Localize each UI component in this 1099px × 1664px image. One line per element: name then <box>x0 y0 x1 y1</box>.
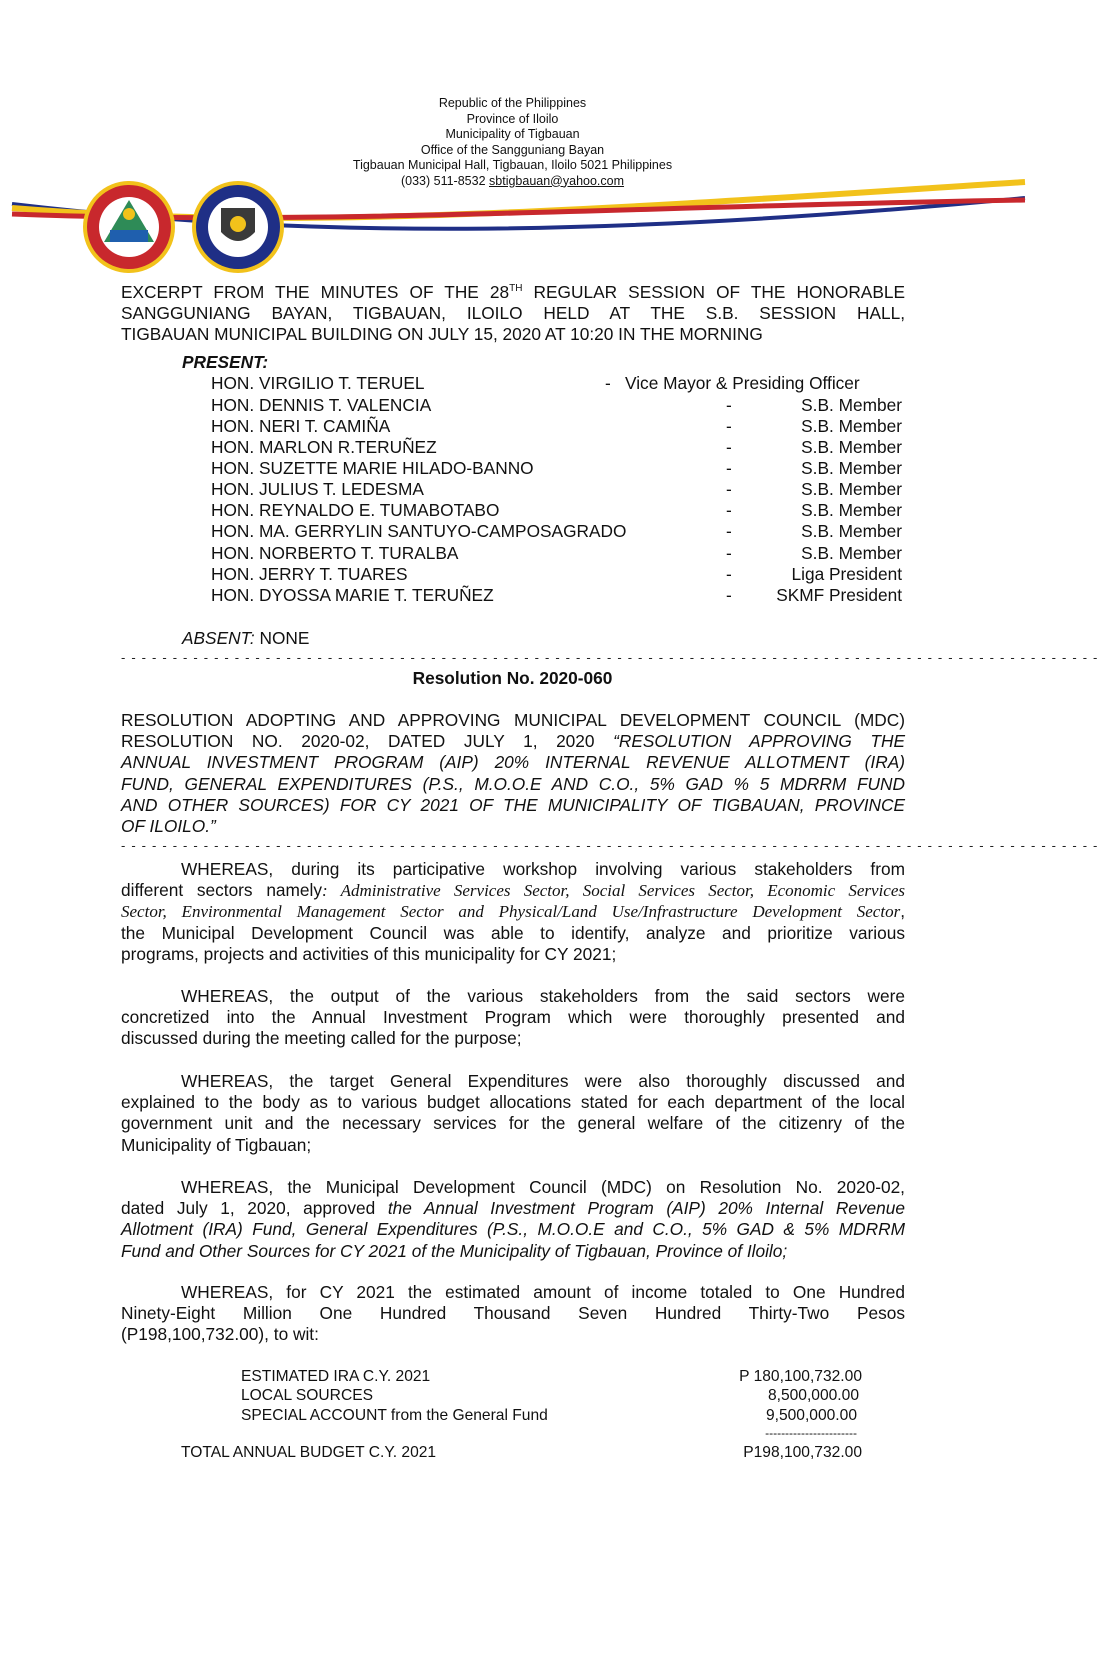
whereas-paragraph <box>121 1282 905 1346</box>
paragraph-line: explained to the body as to various budget allocations stated for each department of the local <box>121 1092 905 1113</box>
paragraph-line: (P198,100,732.00), to wit: <box>121 1324 319 1345</box>
separator-dash: - <box>726 395 732 415</box>
excerpt-heading <box>121 278 905 345</box>
section-divider: - - - - - - - - - - - - - - - - - - - - - - - - - - - - - - - - - - - - - - - - - - - - - - - - - - - - - - - - - - - - - - - - - - - - - - - - - - - - - - - - - - - - - - - - - - - - - - - <box>121 650 1099 665</box>
paragraph-line: WHEREAS, for CY 2021 the estimated amount of income totaled to One Hundred <box>181 1282 905 1302</box>
attendee-role: S.B. Member <box>801 437 902 457</box>
resolution-title <box>121 710 905 837</box>
section-divider: - - - - - - - - - - - - - - - - - - - - - - - - - - - - - - - - - - - - - - - - - - - - - - - - - - - - - - - - - - - - - - - - - - - - - - - - - - - - - - - - - - - - - - - - - - - - - - - <box>121 838 1099 853</box>
paragraph-line: Fund and Other Sources for CY 2021 of the Municipality of Tigbauan, Province of Iloilo; <box>121 1240 788 1261</box>
budget-rule: ----------------------- <box>765 1426 857 1440</box>
budget-amount: 8,500,000.00 <box>767 1387 859 1404</box>
attendee-name: HON. REYNALDO E. TUMABOTABO <box>211 500 500 520</box>
letterhead-line: Province of Iloilo <box>466 111 559 126</box>
absent-line <box>182 628 309 649</box>
letterhead-line: Tigbauan Municipal Hall, Tigbauan, Iloilo 5021 Philippines <box>352 158 673 172</box>
letterhead-line: Municipality of Tigbauan <box>445 127 580 141</box>
whereas-paragraph <box>121 859 905 965</box>
budget-rule-row <box>0 1424 1025 1440</box>
attendee-role: S.B. Member <box>801 479 902 499</box>
separator-dash: - <box>726 521 732 541</box>
budget-total-row <box>0 1443 1025 1463</box>
attendee-role: Liga President <box>791 564 902 584</box>
separator-dash: - <box>726 585 732 605</box>
excerpt-line: TIGBAUAN MUNICIPAL BUILDING ON JULY 15, 2020 AT 10:20 IN THE MORNING <box>121 324 763 345</box>
budget-label: SPECIAL ACCOUNT from the General Fund <box>241 1407 548 1424</box>
paragraph-line: the Municipal Development Council was able to identify, analyze and prioritize various <box>121 922 905 943</box>
present-heading: PRESENT: <box>182 352 269 372</box>
paragraph-line: government unit and the necessary services for the general welfare of the citizenry of the <box>121 1113 905 1134</box>
paragraph-line <box>121 880 905 901</box>
budget-label: ESTIMATED IRA C.Y. 2021 <box>241 1368 431 1385</box>
separator-dash: - <box>726 500 732 520</box>
attendee-role: S.B. Member <box>801 521 902 541</box>
letterhead-line: Republic of the Philippines <box>438 96 587 110</box>
excerpt-line <box>121 278 905 303</box>
attendee-row <box>211 500 911 521</box>
title-line: OF ILOILO.” <box>121 816 216 837</box>
paragraph-text: different sectors namely <box>121 880 323 901</box>
title-line: FUND, GENERAL EXPENDITURES (P.S., M.O.O.E AND C.O., 5% GAD % 5 MDRRM FUND <box>121 773 905 794</box>
attendee-role: S.B. Member <box>801 500 902 520</box>
excerpt-text: REGULAR SESSION OF THE HONORABLE <box>522 281 905 302</box>
attendee-role: S.B. Member <box>801 416 902 436</box>
whereas-paragraph <box>121 1177 905 1262</box>
attendee-name: HON. JERRY T. TUARES <box>211 564 408 584</box>
paragraph-line: programs, projects and activities of this municipality for CY 2021; <box>121 943 617 964</box>
paragraph-line: WHEREAS, the output of the various stakeholders from the said sectors were <box>181 986 905 1006</box>
attendee-role: S.B. Member <box>801 395 902 415</box>
paragraph-italic: the Annual Investment Program (AIP) 20% Internal Revenue <box>387 1198 905 1219</box>
attendee-name: HON. NERI T. CAMIÑA <box>211 416 391 436</box>
separator-dash: - <box>605 373 611 393</box>
phone-number: (033) 511-8532 <box>400 173 486 188</box>
attendee-row <box>211 585 911 606</box>
paragraph-line: Allotment (IRA) Fund, General Expenditures (P.S., M.O.O.E and C.O., 5% GAD & 5% MDRRM <box>121 1219 905 1240</box>
attendee-name: HON. VIRGILIO T. TERUEL <box>211 373 425 393</box>
attendee-name: HON. MA. GERRYLIN SANTUYO-CAMPOSAGRADO <box>211 521 627 541</box>
attendee-row <box>211 373 911 394</box>
paragraph-line: discussed during the meeting called for the purpose; <box>121 1028 522 1049</box>
paragraph-line: Municipality of Tigbauan; <box>121 1134 312 1155</box>
attendee-role: SKMF President <box>776 585 902 605</box>
municipality-seal-icon <box>82 180 176 274</box>
budget-row <box>0 1406 1025 1426</box>
title-quote: “RESOLUTION APPROVING THE <box>613 731 905 752</box>
budget-amount: P 180,100,732.00 <box>739 1368 862 1385</box>
attendee-row <box>211 479 911 500</box>
attendee-row <box>211 437 911 458</box>
separator-dash: - <box>726 564 732 584</box>
paragraph-line <box>121 1198 905 1219</box>
separator-dash: - <box>726 479 732 499</box>
budget-row <box>0 1367 1025 1387</box>
email-link[interactable]: sbtigbauan@yahoo.com <box>489 173 625 188</box>
attendee-name: HON. JULIUS T. LEDESMA <box>211 479 424 499</box>
attendee-name: HON. DENNIS T. VALENCIA <box>211 395 432 415</box>
paragraph-line: concretized into the Annual Investment Program which were thoroughly presented and <box>121 1007 905 1028</box>
paragraph-line: WHEREAS, during its participative workshop involving various stakeholders from <box>181 859 905 879</box>
separator-dash: - <box>726 543 732 563</box>
absent-label: ABSENT: <box>182 628 255 648</box>
letterhead-line: Office of the Sangguniang Bayan <box>420 142 605 157</box>
absent-value: NONE <box>254 628 310 648</box>
paragraph-text: dated July 1, 2020, approved <box>121 1198 388 1219</box>
attendee-role: Vice Mayor & Presiding Officer <box>625 373 860 393</box>
attendee-row <box>211 416 911 437</box>
attendee-name: HON. MARLON R.TERUÑEZ <box>211 437 437 457</box>
budget-row <box>0 1386 1025 1406</box>
attendee-row <box>211 458 911 479</box>
attendee-row <box>211 543 911 564</box>
attendee-row <box>211 521 911 542</box>
paragraph-line: WHEREAS, the target General Expenditures were also thoroughly discussed and <box>181 1071 905 1091</box>
separator-dash: - <box>726 437 732 457</box>
separator-dash: - <box>726 416 732 436</box>
attendee-row <box>211 564 911 585</box>
attendee-role: S.B. Member <box>801 458 902 478</box>
paragraph-line: WHEREAS, the Municipal Development Council (MDC) on Resolution No. 2020-02, <box>181 1177 905 1197</box>
paragraph-line: Ninety-Eight Million One Hundred Thousand Seven Hundred Thirty-Two Pesos <box>121 1303 905 1324</box>
sector-list: Sector, Environmental Management Sector and Physical/Land Use/Infrastructure Development Sector <box>121 902 901 922</box>
sector-list: : Administrative Services Sector, Social Services Sector, Economic Services <box>322 881 906 901</box>
budget-amount: 9,500,000.00 <box>765 1407 857 1424</box>
budget-total-amount: P198,100,732.00 <box>743 1444 862 1461</box>
budget-total-label: TOTAL ANNUAL BUDGET C.Y. 2021 <box>181 1444 437 1461</box>
excerpt-line: SANGGUNIANG BAYAN, TIGBAUAN, ILOILO HELD AT THE S.B. SESSION HALL, <box>121 302 905 323</box>
title-line: RESOLUTION ADOPTING AND APPROVING MUNICIPAL DEVELOPMENT COUNCIL (MDC) <box>121 710 905 730</box>
excerpt-text: EXCERPT FROM THE MINUTES OF THE 28 <box>121 281 510 302</box>
title-line <box>121 731 905 752</box>
attendee-name: HON. NORBERTO T. TURALBA <box>211 543 459 563</box>
sangguniang-bayan-seal-icon <box>191 180 285 274</box>
ordinal-suffix: TH <box>509 283 523 294</box>
paragraph-text: , <box>900 901 905 922</box>
resolution-number: Resolution No. 2020-060 <box>412 668 613 688</box>
attendee-name: HON. DYOSSA MARIE T. TERUÑEZ <box>211 585 494 605</box>
title-text: RESOLUTION NO. 2020-02, DATED JULY 1, 2020 <box>121 731 614 752</box>
budget-label: LOCAL SOURCES <box>241 1387 374 1404</box>
attendee-name: HON. SUZETTE MARIE HILADO-BANNO <box>211 458 534 478</box>
title-line: AND OTHER SOURCES) FOR CY 2021 OF THE MUNICIPALITY OF TIGBAUAN, PROVINCE <box>121 794 905 815</box>
whereas-paragraph <box>121 1071 905 1156</box>
attendee-role: S.B. Member <box>801 543 902 563</box>
title-line: ANNUAL INVESTMENT PROGRAM (AIP) 20% INTERNAL REVENUE ALLOTMENT (IRA) <box>121 752 905 773</box>
attendee-row <box>211 395 911 416</box>
separator-dash: - <box>726 458 732 478</box>
whereas-paragraph <box>121 986 905 1050</box>
paragraph-line <box>121 901 905 922</box>
